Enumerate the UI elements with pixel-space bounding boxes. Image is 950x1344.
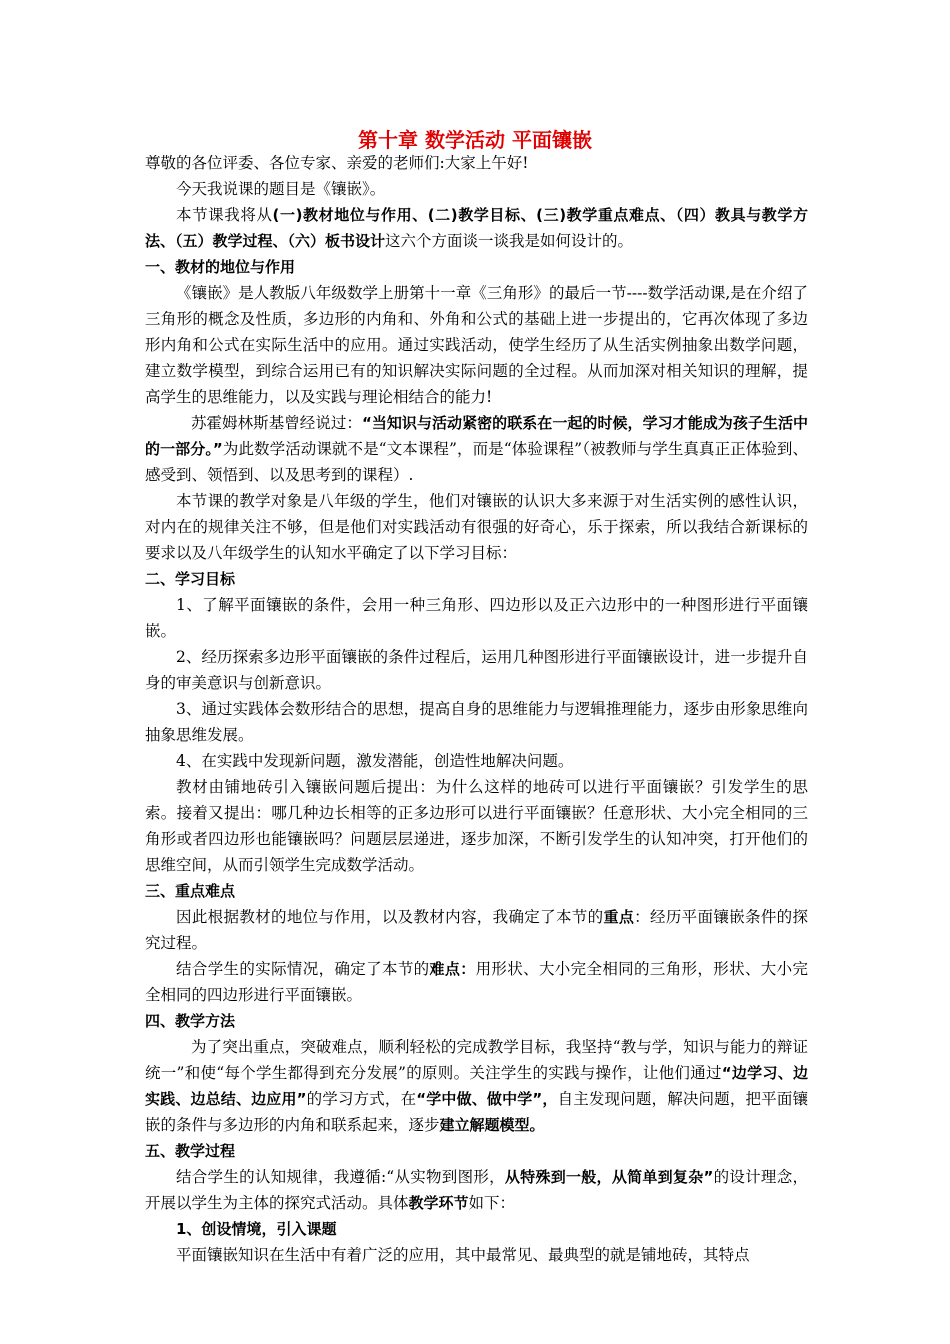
greeting: 尊敬的各位评委、各位专家、亲爱的老师们:大家上午好! [145,154,529,172]
document-body [145,150,808,1268]
method-bold-2: “学中做、做中学”， [416,1090,558,1108]
section-5-heading: 五、教学过程 [145,1142,236,1160]
method-text-3: 自主发现问题，解决问题，把平面镶嵌的条件与多边形的内角和联系起来，逐步 [145,1090,808,1134]
goal-4: 4、在实践中发现新问题，激发潜能，创造性地解决问题。 [176,752,574,770]
method-text-1: 为了突出重点，突破难点，顺利轻松的完成教学目标，我坚持“教与学，知识与能力的辩证统一”和使“每个学生都得到充分发展”的原则。关注学生的实践与操作，让他们通过 [145,1038,808,1082]
quote-after: 为此数学活动课就不是“文本课程”，而是“体验课程”（被教师与学生真真正正体验到、感受到、领悟到、以及思考到的课程）. [145,440,809,484]
intro-outline-text-1: 本节课我将从 [176,206,273,224]
section-1-paragraph-1: 《镶嵌》是人教版八年级数学上册第十一章《三角形》的最后一节----数学活动课,是在介绍了三角形的概念及性质，多边形的内角和、外角和公式的基础上进一步提出的，它再次体现了多边形内角和公式在实际生活中的应用。通过实践活动，使学生经历了从生活实例抽象出数学问题，建立数学模型，到综合运用已有的知识解决实际问题的全过程。从而加深对相关知识的理解，提高学生的思维能力，以及实践与理论相结合的能力! [145,284,808,406]
difficulty-paragraph [145,956,808,1008]
section-1-heading: 一、教材的地位与作用 [145,258,296,276]
section-3-heading: 三、重点难点 [145,882,236,900]
page-title: 第十章 数学活动 平面镶嵌 [358,128,592,152]
method-text-2: 的学习方式，在 [306,1090,417,1108]
method-bold-1: “边学习、边实践、边总结、边应用” [145,1064,809,1108]
process-bold-2: 教学环节 [408,1194,469,1212]
subsection-1-heading: 1、创设情境，引入课题 [176,1220,337,1238]
key-point-label: 重点 [603,908,635,926]
difficulty-text-1: 结合学生的实际情况，确定了本节的 [176,960,430,978]
section-1-paragraph-2 [145,410,808,488]
goal-1: 1、了解平面镶嵌的条件，会用一种三角形、四边形以及正六边形中的一种图形进行平面镶嵌。 [145,596,808,640]
section-2-heading: 二、学习目标 [145,570,236,588]
process-text-1: 结合学生的认知规律，我遵循:“从实物到图形， [176,1168,505,1186]
key-point-text-1: 因此根据教材的地位与作用，以及教材内容，我确定了本节的 [176,908,604,926]
difficulty-label: 难点： [429,960,476,978]
intro-outline-sections: (一)教材地位与作用、(二)教学目标、(三)教学重点难点、（四）教具与教学方法、（五）教学过程、（六）板书设计 [145,206,808,250]
process-bold-1: 从特殊到一般，从简单到复杂” [504,1168,714,1186]
difficulty-text-2: 用形状、大小完全相同的三角形，形状、大小完全相同的四边形进行平面镶嵌。 [145,960,808,1004]
intro-outline-text-2: 这六个方面谈一谈我是如何设计的。 [385,232,634,250]
section-5-paragraph [145,1164,808,1216]
goal-2: 2、经历探索多边形平面镶嵌的条件过程后，运用几种图形进行平面镶嵌设计，进一步提升自身的审美意识与创新意识。 [145,648,808,692]
key-point-paragraph [145,904,808,956]
section-2-paragraph: 教材由铺地砖引入镶嵌问题后提出：为什么这样的地砖可以进行平面镶嵌？引发学生的思索。接着又提出：哪几种边长相等的正多边形可以进行平面镶嵌？任意形状、大小完全相同的三角形或者四边形也能镶嵌吗？问题层层递进，逐步加深，不断引发学生的认知冲突，打开他们的思维空间，从而引领学生完成数学活动。 [145,778,808,874]
intro-outline [145,202,808,254]
quote-text: “当知识与活动紧密的联系在一起的时候，学习才能成为孩子生活中的一部分。” [145,414,808,458]
section-4-heading: 四、教学方法 [145,1012,236,1030]
intro-topic: 今天我说课的题目是《镶嵌》。 [176,180,386,198]
section-1-paragraph-3: 本节课的教学对象是八年级的学生，他们对镶嵌的认识大多来源于对生活实例的感性认识，对内在的规律关注不够，但是他们对实践活动有很强的好奇心，乐于探索，所以我结合新课标的要求以及八年级学生的认知水平确定了以下学习目标： [145,492,808,562]
process-text-3: 如下： [468,1194,516,1212]
method-bold-3: 建立解题模型。 [439,1116,545,1134]
section-4-paragraph [145,1034,808,1138]
process-text-2: 的设计理念，开展以学生为主体的探究式活动。具体 [145,1168,808,1212]
goal-3: 3、通过实践体会数形结合的思想，提高自身的思维能力与逻辑推理能力，逐步由形象思维向抽象思维发展。 [145,700,808,744]
key-point-text-2: ：经历平面镶嵌条件的探究过程。 [145,908,808,952]
subsection-1-paragraph: 平面镶嵌知识在生活中有着广泛的应用，其中最常见、最典型的就是铺地砖，其特点 [176,1246,750,1264]
quote-intro: 苏霍姆林斯基曾经说过： [191,414,362,432]
